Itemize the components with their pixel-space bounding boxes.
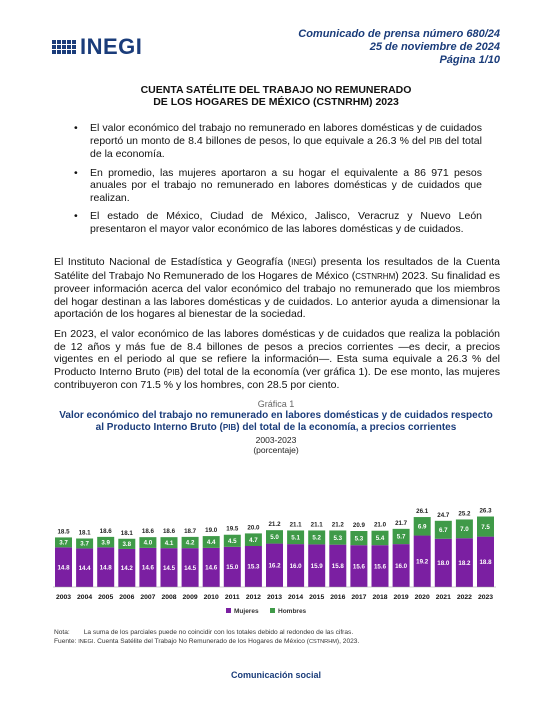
legend-swatch-hombres [270, 608, 275, 613]
press-date: 25 de noviembre de 2024 [369, 41, 500, 53]
label-hombres-2003: 3.7 [59, 539, 68, 547]
chart-unit: (porcentaje) [253, 445, 299, 455]
label-mujeres-2015: 15.9 [310, 562, 323, 570]
label-total-2006: 18.1 [120, 529, 133, 537]
label-total-2005: 18.6 [99, 527, 112, 535]
label-total-2015: 21.1 [310, 521, 323, 529]
tick-label-2013: 2013 [266, 594, 283, 601]
label-mujeres-2018: 15.6 [373, 563, 387, 571]
label-total-2003: 18.5 [57, 528, 70, 536]
label-mujeres-2006: 14.2 [120, 565, 133, 573]
footer-communication: Comunicación social [230, 670, 322, 680]
note-line: Nota: La suma de los parciales puede no coincidir con los totales debido al redondeo de las cifras. [54, 629, 354, 636]
chart-notes [54, 628, 359, 647]
label-mujeres-2011: 15.0 [226, 564, 239, 572]
chart-period: 2003-2023 [255, 435, 297, 445]
tick-label-2003: 2003 [55, 594, 72, 601]
logo-mark-icon [52, 40, 76, 54]
tick-label-2010: 2010 [203, 594, 219, 601]
label-hombres-2011: 4.5 [227, 537, 237, 545]
label-hombres-2009: 4.2 [185, 539, 195, 547]
tick-label-2014: 2014 [288, 594, 304, 601]
label-hombres-2006: 3.8 [122, 541, 132, 549]
press-release-info [298, 28, 500, 67]
results-paragraph: En 2023, el valor económico de las labores domésticas y de cuidados que realiza la población de 12 años y más fue de 8.4 billones de pesos a precios corrientes —es decir, a precios vigentes en el periodo al que se refiere la información—. Esta suma equivale a 26.3 % del Producto Interno Bruto (PIB) del total de la economía (ver gráfica 1). De ese monto, las mujeres contribuyeron con 71.5 % y los hombres, con 28.5 por ciento. [54, 328, 501, 391]
label-mujeres-2019: 16.0 [395, 562, 408, 570]
label-mujeres-2023: 18.8 [479, 559, 492, 567]
title-line-1: CUENTA SATÉLITE DEL TRABAJO NO REMUNERADO [140, 84, 412, 96]
label-total-2019: 21.7 [395, 519, 408, 527]
tick-label-2023: 2023 [477, 594, 494, 601]
label-mujeres-2014: 16.0 [289, 562, 302, 570]
highlight-item: • El estado de México, Ciudad de México, Jalisco, Veracruz y Nuevo León presentaron el mayor valor económico de las labores domésticas y de cuidados. [72, 210, 482, 235]
tick-label-2015: 2015 [309, 594, 325, 601]
tick-label-2006: 2006 [119, 594, 135, 601]
label-total-2007: 18.6 [141, 528, 154, 536]
label-total-2010: 19.0 [205, 527, 218, 535]
label-mujeres-2005: 14.8 [99, 564, 112, 572]
label-mujeres-2007: 14.6 [141, 564, 154, 572]
label-hombres-2004: 3.7 [80, 540, 89, 548]
label-mujeres-2009: 14.5 [184, 564, 197, 572]
label-hombres-2005: 3.9 [101, 539, 111, 547]
label-mujeres-2003: 14.8 [57, 564, 70, 572]
label-total-2014: 21.1 [289, 521, 302, 529]
label-mujeres-2010: 14.6 [205, 564, 218, 572]
label-mujeres-2022: 18.2 [458, 559, 471, 567]
stacked-bar-chart [50, 455, 500, 625]
label-hombres-2012: 4.7 [249, 536, 258, 544]
tick-label-2020: 2020 [414, 594, 430, 601]
label-total-2020: 26.1 [416, 508, 429, 516]
label-mujeres-2017: 15.6 [352, 563, 365, 571]
tick-label-2019: 2019 [393, 594, 409, 601]
inegi-logo [52, 34, 142, 60]
label-hombres-2018: 5.4 [375, 535, 385, 543]
tick-label-2005: 2005 [98, 594, 114, 601]
label-total-2016: 21.2 [331, 521, 344, 529]
label-hombres-2022: 7.0 [460, 526, 469, 534]
legend-label-hombres: Hombres [278, 608, 307, 615]
label-total-2017: 20.9 [352, 521, 365, 529]
tick-label-2008: 2008 [161, 594, 177, 601]
tick-label-2018: 2018 [372, 594, 388, 601]
tick-label-2011: 2011 [224, 594, 240, 601]
tick-label-2004: 2004 [77, 594, 93, 601]
highlight-item: • En promedio, las mujeres aportaron a su hogar el equivalente a 86 971 pesos anuales por el trabajo no remunerado en labores domésticas y de cuidados que realizan. [72, 167, 482, 205]
tick-label-2007: 2007 [140, 594, 156, 601]
label-hombres-2010: 4.4 [206, 539, 216, 547]
label-hombres-2019: 5.7 [396, 533, 406, 541]
tick-label-2022: 2022 [456, 594, 472, 601]
chart-title: Valor económico del trabajo no remunerado en labores domésticas y de cuidados respecto al Producto Interno Bruto (PIB) del total de la economía, a precios corrientes [59, 410, 493, 433]
label-hombres-2017: 5.3 [354, 535, 364, 543]
label-hombres-2015: 5.2 [312, 534, 322, 542]
label-hombres-2008: 4.1 [164, 539, 174, 547]
document-title [0, 84, 552, 108]
label-total-2022: 25.2 [458, 510, 471, 518]
chart-number: Gráfica 1 [257, 399, 295, 409]
source-line: Fuente: INEGI. Cuenta Satélite del Trabajo No Remunerado de los Hogares de México (CSTNRHM), 2023. [54, 638, 360, 645]
label-total-2009: 18.7 [184, 527, 197, 535]
label-total-2018: 21.0 [373, 521, 387, 529]
label-total-2004: 18.1 [78, 529, 91, 537]
page-number: Página 1/10 [439, 54, 500, 66]
title-line-2: DE LOS HOGARES DE MÉXICO (CSTNRHM) 2023 [153, 96, 399, 108]
label-mujeres-2021: 18.0 [437, 560, 450, 568]
highlights-list [72, 122, 482, 241]
label-mujeres-2020: 19.2 [416, 558, 429, 566]
chart-subtitle [0, 435, 552, 455]
label-hombres-2021: 6.7 [438, 526, 448, 534]
tick-label-2016: 2016 [330, 594, 346, 601]
label-hombres-2016: 5.3 [333, 534, 343, 542]
tick-label-2012: 2012 [245, 594, 261, 601]
label-total-2013: 21.2 [268, 521, 281, 529]
label-total-2011: 19.5 [226, 525, 239, 533]
label-mujeres-2013: 16.2 [268, 562, 281, 570]
tick-label-2021: 2021 [435, 594, 451, 601]
legend-swatch-mujeres [226, 608, 231, 613]
label-total-2012: 20.0 [247, 524, 260, 532]
label-mujeres-2012: 15.3 [247, 563, 260, 571]
label-hombres-2007: 4.0 [143, 539, 153, 547]
label-hombres-2023: 7.5 [481, 523, 490, 531]
label-hombres-2013: 5.0 [270, 534, 279, 542]
press-number: Comunicado de prensa número 680/24 [298, 28, 500, 40]
tick-label-2009: 2009 [182, 594, 198, 601]
label-mujeres-2016: 15.8 [331, 563, 344, 571]
tick-label-2017: 2017 [351, 594, 367, 601]
label-hombres-2014: 5.1 [291, 534, 300, 542]
highlight-item: • El valor económico del trabajo no remunerado en labores domésticas y de cuidados reportó un monto de 8.4 billones de pesos, lo que equivale a 26.3 % del PIB del total de la economía. [72, 122, 482, 161]
label-total-2008: 18.6 [162, 528, 176, 536]
intro-paragraph: El Instituto Nacional de Estadística y Geografía (INEGI) presenta los resultados de la Cuenta Satélite del Trabajo No Remunerado de los Hogares de México (CSTNRHM) 2023. Su finalidad es proveer información acerca del valor económico del trabajo no remunerado que los miembros del hogar destinan a las labores domésticas y de cuidados. Lo anterior ayuda a dimensionar la aportación de los hogares al bienestar de la sociedad. [54, 256, 501, 320]
label-mujeres-2008: 14.5 [162, 564, 176, 572]
logo-text: INEGI [80, 34, 143, 59]
label-hombres-2020: 6.9 [417, 523, 427, 531]
legend-label-mujeres: Mujeres [234, 608, 259, 615]
label-total-2023: 26.3 [479, 507, 492, 515]
label-total-2021: 24.7 [437, 511, 450, 519]
label-mujeres-2004: 14.4 [78, 564, 91, 572]
